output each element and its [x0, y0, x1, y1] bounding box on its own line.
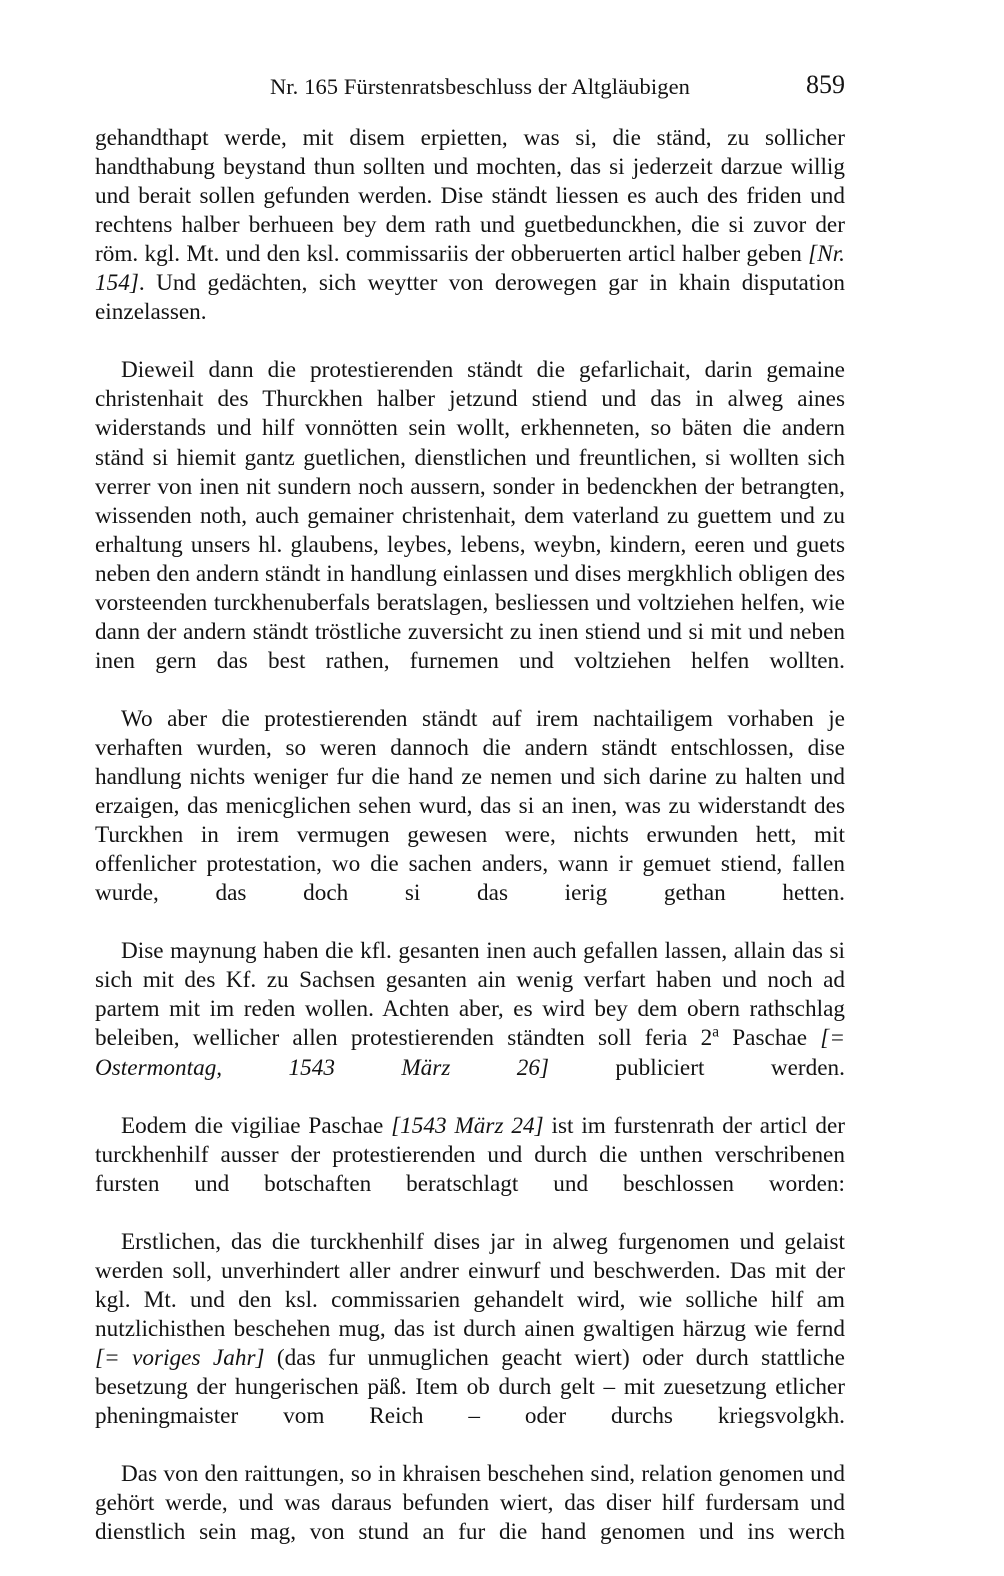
paragraph	[95, 705, 845, 937]
text-run: (das fur unmuglichen geacht wiert) oder durch stattliche besetzung der hungerischen päß. Item ob durch gelt – mit zuesetzung etlicher pheningmaister vom Reich – oder durchs kriegsvolgkh.	[95, 1344, 845, 1430]
text-run: . Und gedächten, sich weytter von derowegen gar in khain disputation einzelassen.	[95, 270, 845, 326]
body-text	[95, 124, 845, 1576]
text-run: Dise maynung haben die kfl. gesanten inen auch gefallen lassen, allain das si sich mit des Kf. zu Sachsen gesanten ain wenig verfart haben und noch ad partem mit im reden wollen. Achten aber, es wird bey dem obern rathschlag beleiben, wellicher allen protestierenden ständten soll feria 2	[95, 938, 845, 1052]
running-head-title: Nr. 165 Fürstenratsbeschluss der Altgläubigen	[269, 74, 691, 99]
text-run: Das von den raittungen, so in khraisen beschehen sind, relation genomen und gehört werde, und was daraus befunden wiert, das diser hilf furdersam und dienstlich sein mag, von stund an fur die hand genomen und ins werch	[95, 1461, 845, 1546]
paragraph	[95, 1112, 845, 1228]
text-run: Dieweil dann die protestierenden ständt die gefarlichait, darin gemaine christenhait des Thurckhen halber jetzund stiend und das in alweg aines widerstands und hilf vonnötten sein wollt, erkhenneten, so bäten die andern ständ si hiemit gantz guetlichen, dienstlichen und freuntlichen, si wollten sich verrer von inen nit sundern noch aussern, sonder in bedenckhen der betrangten, wissenden noth, auch gemainer christenhait, dem vaterland zu guettem und zu erhaltung unsers hl. glaubens, leybes, lebens, weybn, kindern, eeren und guets neben den andern ständt in handlung einlassen und dises mergkhlich obligen des vorsteenden turckhenuberfals beratslagen, besliessen und voltziehen helfen, wie dann der andern ständt tröstliche zuversicht zu inen stiend und si mit und neben inen gern das best rathen, furnemen und voltziehen helfen wollten.	[95, 357, 845, 674]
editorial-note: [= Ostermontag, 1543 März 26]	[95, 1025, 846, 1081]
text-run: Paschae	[719, 1025, 821, 1052]
page-content	[95, 0, 845, 1576]
paragraph	[95, 1460, 845, 1576]
paragraph	[95, 937, 845, 1111]
running-head	[95, 72, 845, 124]
superscript-marker: a	[712, 1023, 719, 1041]
paragraph	[95, 1228, 845, 1460]
paragraph	[95, 356, 845, 705]
editorial-note: [Nr. 154]	[95, 241, 845, 297]
text-run: ist im furstenrath der articl der turckhenhilf ausser der protestierenden und durch die unthen verschribenen fursten und botschaften beratschlagt und beschlossen worden:	[95, 1112, 846, 1197]
text-run: gehandthapt werde, mit disem erpietten, was si, die ständ, zu sollicher handthabung beystand thun sollten und mochten, das si jederzeit darzue willig und berait sollen gefunden werden. Dise ständt liessen es auch des friden und rechtens halber berhueen bey dem rath und guetbedunckhen, die si zuvor der röm. kgl. Mt. und den ksl. commissariis der obberuerten articl halber geben	[95, 125, 845, 268]
editorial-note: [1543 März 24]	[391, 1112, 544, 1139]
text-run: Wo aber die protestierenden ständt auf irem nachtailigem vorhaben je verhaften wurden, so weren dannoch die andern ständt entschlossen, dise handlung nichts weniger fur die hand ze nemen und sich darine zu halten und erzaigen, das menicglichen sehen wurd, das si an inen, was zu widerstandt des Turckhen in irem vermugen gewesen were, nichts erwunden hett, mit offenlicher protestation, wo die sachen anders, wann ir gemuet stiend, fallen wurde, das doch si das ierig gethan hetten.	[95, 705, 845, 907]
text-run: Erstlichen, das die turckhenhilf dises jar in alweg furgenomen und gelaist werden soll, unverhindert aller andrer einwurf und beschwerden. Das mit der kgl. Mt. und den ksl. commissarien gehandelt wird, wie solliche hilf am nutzlichisthen beschehen mug, das ist durch ainen gwaltigen härzug wie fernd	[95, 1228, 845, 1342]
text-run: publiciert werden.	[549, 1054, 845, 1081]
page-number: 859	[806, 70, 845, 99]
editorial-note: [= voriges Jahr]	[95, 1344, 265, 1371]
paragraph	[95, 124, 845, 356]
text-run: Eodem die vigiliae Paschae	[121, 1112, 392, 1139]
